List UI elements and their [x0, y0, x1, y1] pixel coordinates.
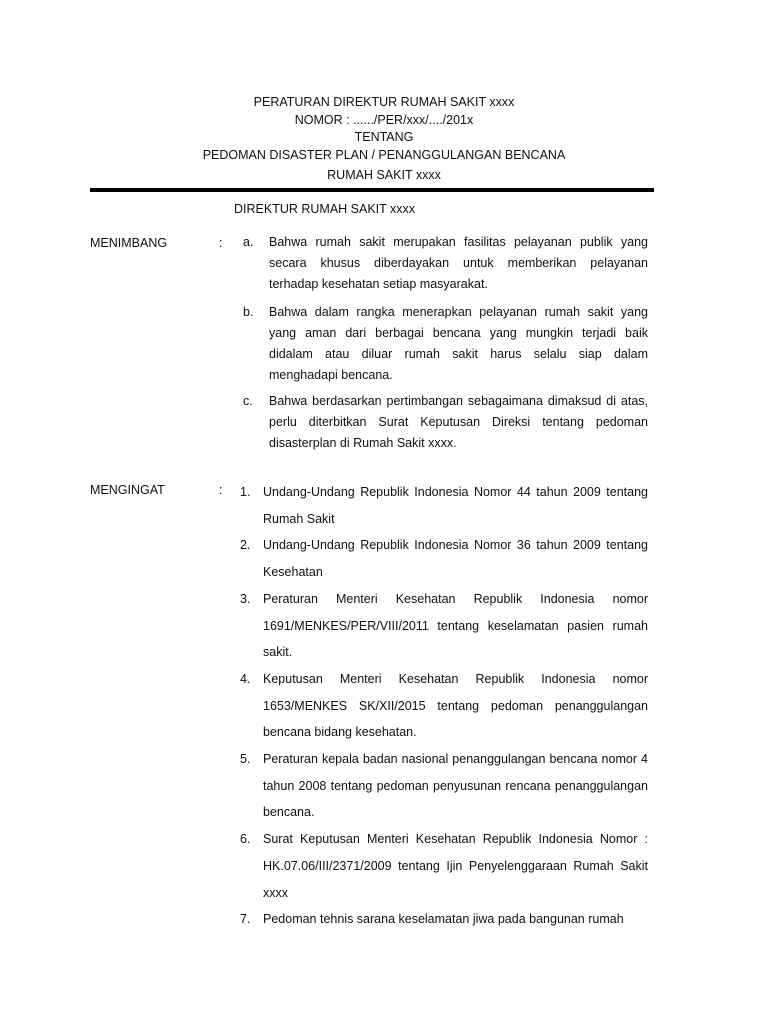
- menimbang-list: [243, 232, 648, 295]
- list-item-text: Peraturan Menteri Kesehatan Republik Indonesia nomor 1691/MENKES/PER/VIII/2011 tentang keselamatan pasien rumah sakit.: [263, 591, 648, 660]
- director-heading: DIREKTUR RUMAH SAKIT xxxx: [234, 202, 416, 216]
- list-marker: c.: [243, 394, 253, 408]
- menimbang-list: [243, 391, 648, 454]
- list-marker: b.: [243, 305, 254, 319]
- list-marker: a.: [243, 235, 254, 249]
- list-item-text: Peraturan kepala badan nasional penanggulangan bencana nomor 4 tahun 2008 tentang pedoman penyusunan rencana penanggulangan bencana.: [263, 752, 648, 820]
- list-item: [240, 532, 648, 585]
- list-item-text: Pedoman tehnis sarana keselamatan jiwa pada bangunan rumah: [263, 912, 624, 927]
- regulation-number: NOMOR : ....../PER/xxx/..../201x: [294, 112, 474, 127]
- regulation-title: PERATURAN DIREKTUR RUMAH SAKIT xxxx: [253, 95, 515, 109]
- regulation-about: TENTANG: [354, 130, 414, 144]
- regulation-subject: PEDOMAN DISASTER PLAN / PENANGGULANGAN BENCANA: [202, 147, 566, 162]
- list-item-text: Bahwa dalam rangka menerapkan pelayanan rumah sakit yang yang aman dari berbagai bencana yang mungkin terjadi baik didalam atau diluar rumah sakit harus selalu siap dalam menghadapi bencana.: [269, 305, 648, 382]
- list-item-text: Bahwa rumah sakit merupakan fasilitas pelayanan publik yang secara khusus diberdayakan untuk memberikan pelayanan terhadap kesehatan setiap masyarakat.: [269, 235, 648, 291]
- list-item: [240, 746, 648, 826]
- list-marker: 7.: [240, 912, 251, 927]
- menimbang-list: [243, 302, 648, 386]
- menimbang-colon: :: [219, 236, 223, 250]
- list-item: [243, 391, 648, 454]
- list-item: [243, 232, 648, 295]
- document-header: [0, 94, 768, 185]
- list-marker: 3.: [240, 591, 251, 606]
- list-item-text: Surat Keputusan Menteri Kesehatan Republik Indonesia Nomor : HK.07.06/III/2371/2009 tentang Ijin Penyelenggaraan Rumah Sakit xxxx: [263, 832, 648, 900]
- list-marker: 1.: [240, 485, 251, 499]
- header-divider: [90, 188, 654, 192]
- list-item: [240, 906, 648, 933]
- list-marker: 4.: [240, 671, 251, 686]
- mengingat-colon: :: [219, 483, 223, 497]
- list-marker: 5.: [240, 752, 251, 767]
- list-item-text: Keputusan Menteri Kesehatan Republik Indonesia nomor 1653/MENKES SK/XII/2015 tentang pedoman penanggulangan bencana bidang kesehatan.: [263, 671, 648, 740]
- regulation-hospital: RUMAH SAKIT xxxx: [327, 168, 441, 182]
- mengingat-label: MENGINGAT: [90, 483, 165, 497]
- list-item-text: Undang-Undang Republik Indonesia Nomor 36 tahun 2009 tentang Kesehatan: [263, 538, 648, 580]
- list-item: [240, 479, 648, 532]
- list-item: [240, 666, 648, 746]
- mengingat-list: [240, 479, 648, 933]
- list-item: [240, 826, 648, 906]
- list-item-text: Undang-Undang Republik Indonesia Nomor 44 tahun 2009 tentang Rumah Sakit: [263, 485, 648, 526]
- menimbang-label: MENIMBANG: [90, 236, 168, 250]
- list-item: [240, 586, 648, 666]
- list-item-text: Bahwa berdasarkan pertimbangan sebagaimana dimaksud di atas, perlu diterbitkan Surat Keputusan Direksi tentang pedoman disasterplan di Rumah Sakit xxxx.: [269, 394, 648, 450]
- list-marker: 6.: [240, 832, 251, 847]
- list-marker: 2.: [240, 538, 251, 553]
- list-item: [243, 302, 648, 386]
